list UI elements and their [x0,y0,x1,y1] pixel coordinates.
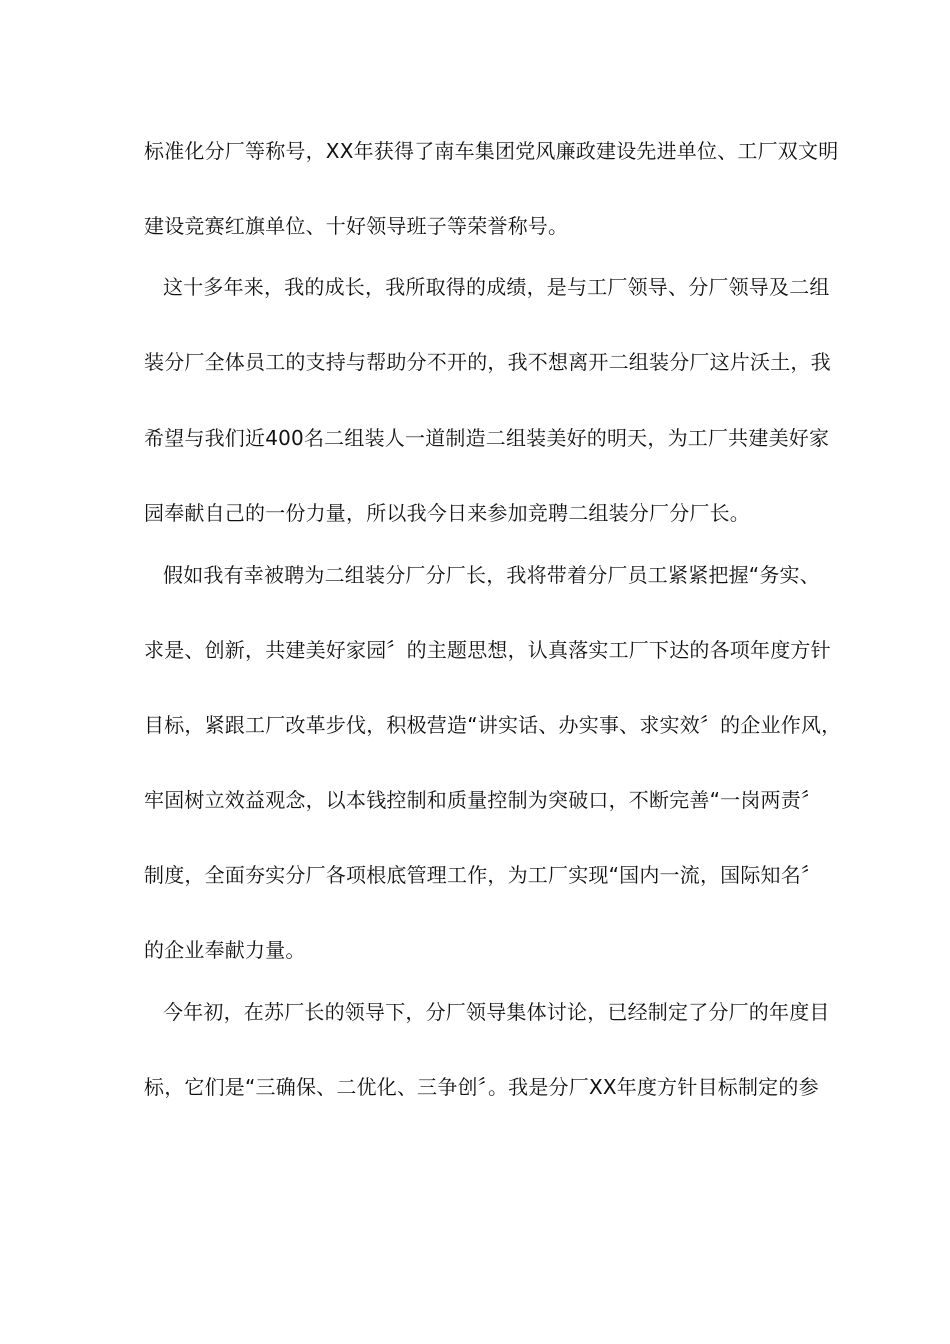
paragraph-line: 的企业奉献力量。 [144,938,306,962]
paragraph-line: 求是、创新，共建美好家园〞的主题思想，认真落实工厂下达的各项年度方针 [144,638,831,662]
paragraph-line: 标，它们是“三确保、二优化、三争创〞。我是分厂XX年度方针目标制定的参 [144,1075,819,1099]
paragraph-line: 希望与我们近400名二组装人一道制造二组装美好的明天，为工厂共建美好家 [144,426,830,450]
paragraph-line: 今年初，在苏厂长的领导下，分厂领导集体讨论，已经制定了分厂的年度目 [163,1000,830,1024]
paragraph-line: 目标，紧跟工厂改革步伐，积极营造“讲实话、办实事、求实效〞的企业作风， [144,713,842,737]
paragraph-line: 装分厂全体员工的支持与帮助分不开的，我不想离开二组装分厂这片沃土，我 [144,350,831,374]
paragraph-line: 建设竞赛红旗单位、十好领导班子等荣誉称号。 [144,214,569,238]
paragraph-line: 标准化分厂等称号，XX年获得了南车集团党风廉政建设先进单位、工厂双文明 [144,139,839,163]
paragraph-line: 假如我有幸被聘为二组装分厂分厂长，我将带着分厂员工紧紧把握“务实、 [163,563,820,587]
paragraph-line: 这十多年来，我的成长，我所取得的成绩，是与工厂领导、分厂领导及二组 [163,275,830,299]
paragraph-line: 园奉献自己的一份力量，所以我今日来参加竞聘二组装分厂分厂长。 [144,501,750,525]
paragraph-line: 制度，全面夯实分厂各项根底管理工作，为工厂实现“国内一流，国际知名〞 [144,863,822,887]
paragraph-line: 牢固树立效益观念，以本钱控制和质量控制为突破口，不断完善“一岗两责〞 [144,788,822,812]
